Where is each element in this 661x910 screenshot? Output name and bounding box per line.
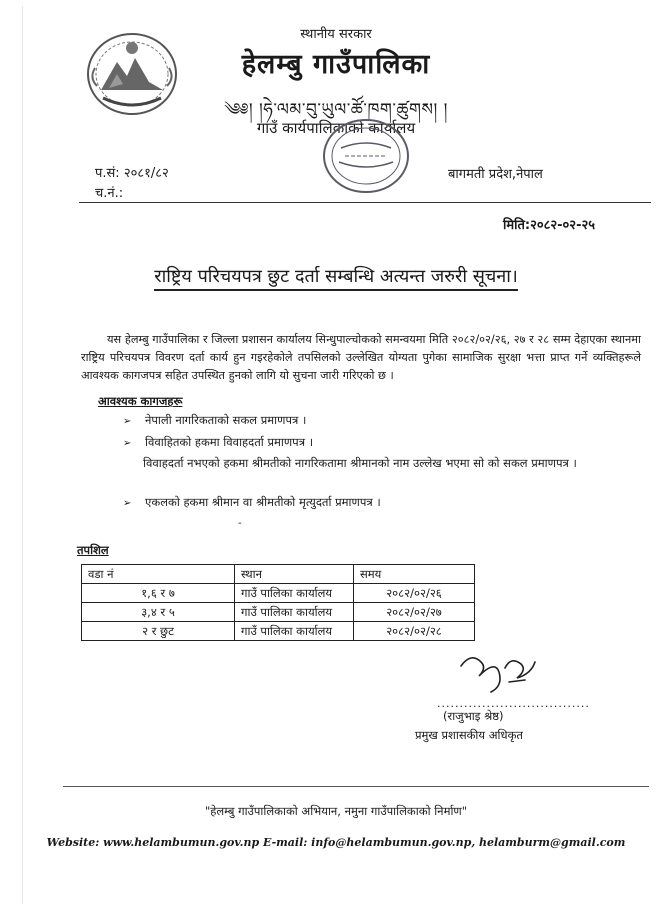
notice-body: यस हेलम्बु गाउँपालिका र जिल्ला प्रशासन कार्यालय सिन्धुपाल्चोकको समन्वयमा मिति २०८२/०२/२६, २७ र २८ सम्म देहाएका स्थानमा राष्ट्रिय परिचयपत्र विवरण दर्ता कार्य हुन गइरहेकोले तपसिलको उल्लेखित योग्यता पुगेका सामाजिक सुरक्षा भत्ता प्राप्त गर्ने व्यक्तिहरूले आवश्यक कागजपत्र सहित उपस्थित हुनको लागि यो सुचना जारी गरिएको छ । xyxy=(81,333,641,382)
header-divider xyxy=(79,202,651,203)
signature-line: .................................. xyxy=(437,697,590,710)
schedule-heading: तपशिल xyxy=(77,543,109,557)
signatory-name: (राजुभाइ श्रेष्ठ) xyxy=(443,709,504,723)
reference-number: प.सं: २०८१/८२ xyxy=(95,166,169,181)
municipality-name: हेलम्बु गाउँपालिका xyxy=(241,49,431,80)
letter-date: मिति:२०८२-०२-२५ xyxy=(503,218,595,233)
document-item-text: विवाहितको हकमा विवाहदर्ता प्रमाणपत्र । xyxy=(145,435,314,449)
document-item xyxy=(123,435,313,450)
date-cell: २०८२/०२/२८ xyxy=(354,622,475,641)
arrow-bullet-icon: ➢ xyxy=(123,416,132,427)
date-cell: २०८२/०२/२६ xyxy=(354,584,475,603)
column-header: समय xyxy=(354,565,475,584)
office-stamp-icon xyxy=(301,116,431,196)
table-row xyxy=(82,622,475,641)
tibetan-name: ༄༅། །ཧེ་ལམ་བུ་ཡུལ་ཚོ་ཁག་ཚུགས། ། xyxy=(224,100,448,120)
document-item-text: नेपाली नागरिकताको सकल प्रमाणपत्र । xyxy=(145,413,307,427)
office-name: गाउँ कार्यपालिकाको कार्यालय xyxy=(256,119,416,137)
ward-cell: १,६ र ७ xyxy=(82,584,235,603)
province-address: बागमती प्रदेश,नेपाल xyxy=(448,167,543,182)
footer-slogan: "हेलम्बु गाउँपालिकाको अभियान, नमुना गाउँपालिकाको निर्माण" xyxy=(204,804,468,818)
letter-page xyxy=(22,6,649,904)
schedule-table xyxy=(81,564,475,641)
stray-mark: - xyxy=(238,518,242,529)
column-header: वडा नं xyxy=(82,565,235,584)
table-row xyxy=(82,584,475,603)
ward-cell: ३,४ र ५ xyxy=(82,603,235,622)
table-row xyxy=(82,603,475,622)
date-cell: २०८२/०२/२७ xyxy=(354,603,475,622)
place-cell: गाउँ पालिका कार्यालय xyxy=(235,622,354,641)
column-header: स्थान xyxy=(235,565,354,584)
document-item xyxy=(123,413,306,428)
footer-divider xyxy=(63,786,649,787)
place-cell: गाउँ पालिका कार्यालय xyxy=(235,584,354,603)
arrow-bullet-icon: ➢ xyxy=(123,498,132,509)
signature-mark xyxy=(451,646,551,704)
notice-title-text: राष्ट्रिय परिचयपत्र छुट दर्ता सम्बन्धि अत्यन्त जरुरी सूचना। xyxy=(154,266,518,291)
document-note: विवाहदर्ता नभएको हकमा श्रीमतीको नागरिकतामा श्रीमानको नाम उल्लेख भएमा सो को सकल प्रमाणपत्र । xyxy=(143,456,577,470)
required-documents-heading: आवश्यक कागजहरू xyxy=(98,394,183,408)
notice-title xyxy=(23,264,649,288)
ward-cell: २ र छुट xyxy=(82,622,235,641)
dispatch-number: च.नं.: xyxy=(95,186,124,201)
footer-contact: Website: www.helambumun.gov.np E-mail: info@helambumun.gov.np, helamburm@gmail.com xyxy=(46,836,626,849)
arrow-bullet-icon: ➢ xyxy=(123,438,132,449)
place-cell: गाउँ पालिका कार्यालय xyxy=(235,603,354,622)
document-item xyxy=(123,495,381,510)
table-header-row xyxy=(82,565,475,584)
government-label: स्थानीय सरकार xyxy=(300,27,372,42)
document-item-text: एकलको हकमा श्रीमान वा श्रीमतीको मृत्युदर्ता प्रमाणपत्र । xyxy=(145,495,381,509)
signatory-designation: प्रमुख प्रशासकीय अधिकृत xyxy=(415,728,523,742)
